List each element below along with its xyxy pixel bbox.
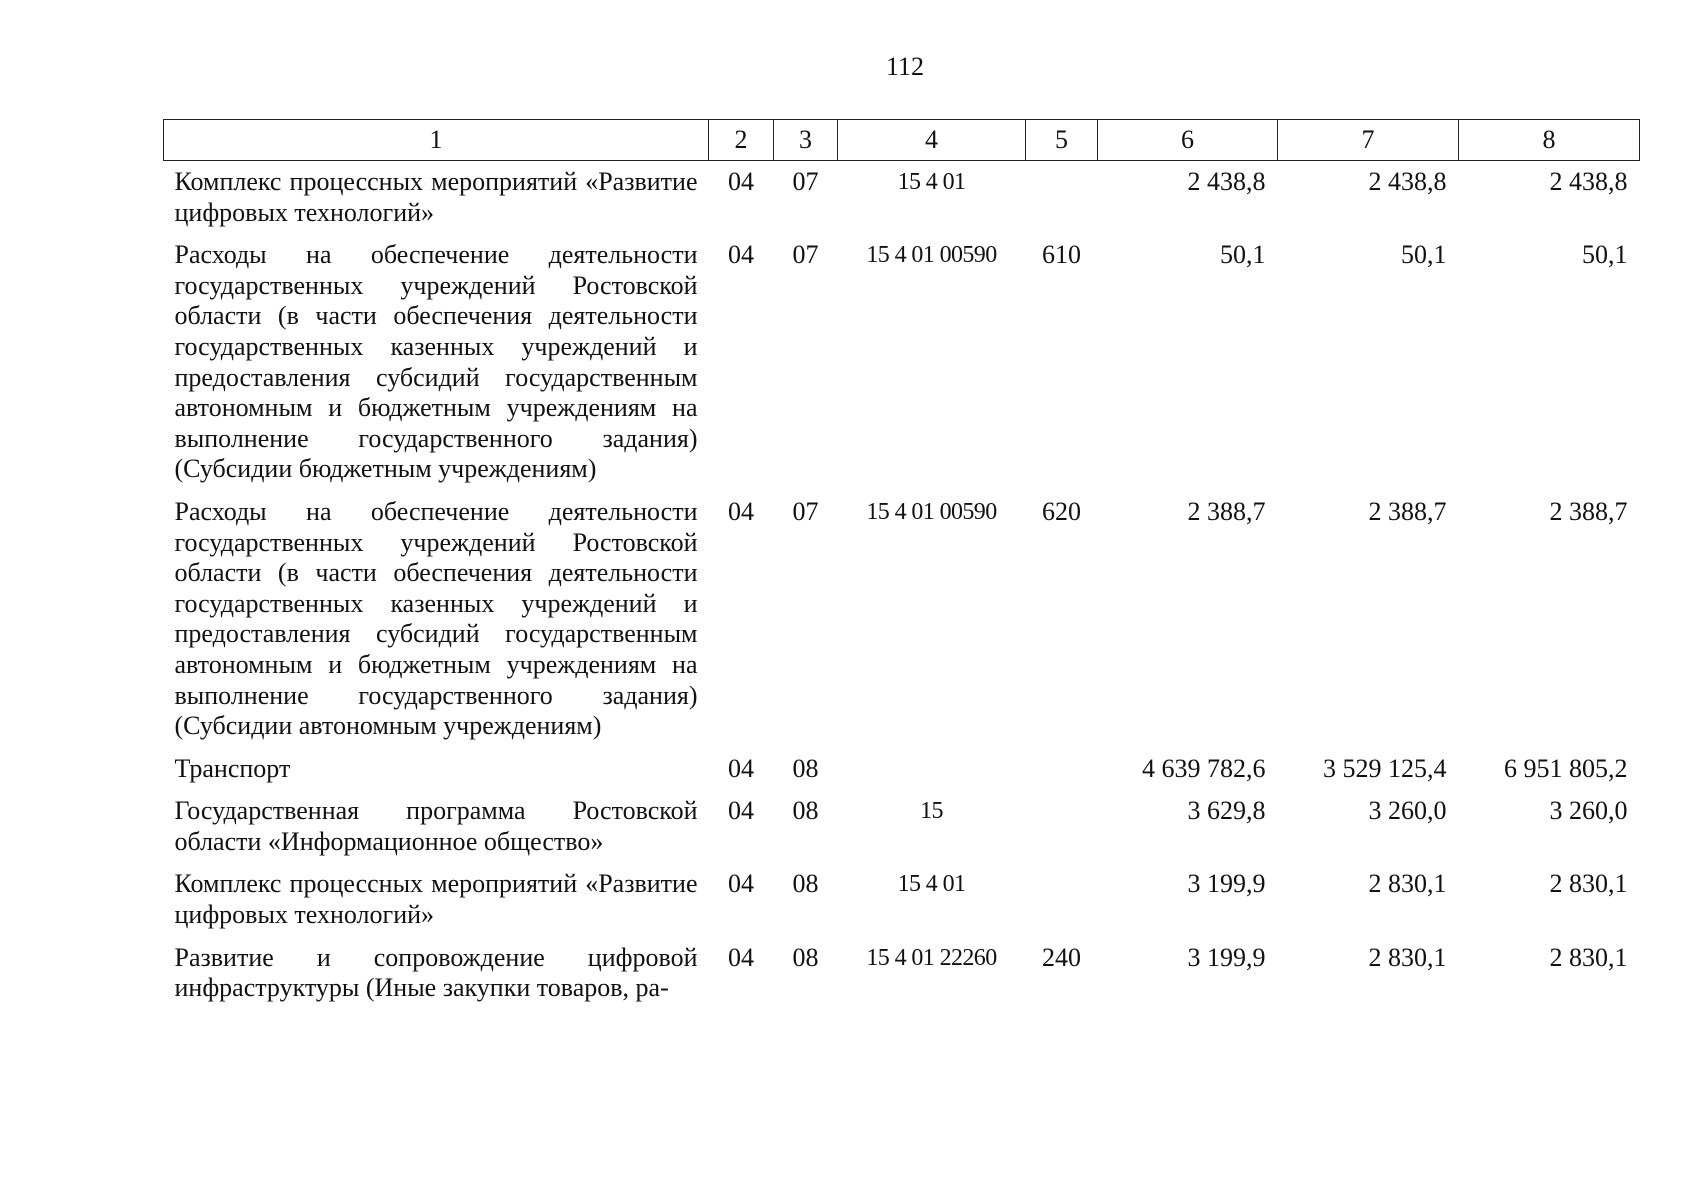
row-subsection: 08 bbox=[792, 796, 819, 826]
row-value-year3: 3 260,0 bbox=[1549, 796, 1628, 826]
row-section: 04 bbox=[728, 869, 754, 899]
row-name: Транспорт bbox=[174, 753, 291, 783]
row-expense-type: 610 bbox=[1042, 240, 1081, 270]
row-name: Расходы на обеспечение деятельности государственных учреждений Ростовской области (в части обеспечения деятельности государственных казенных учреждений и предоставления субсидий государственным автономным и бюджетным учреждениям на выполнение государственного задания) (Субсидии бюджетным учреждениям) bbox=[174, 240, 698, 484]
row-section: 04 bbox=[728, 496, 754, 526]
row-target-article: 15 4 01 22260 bbox=[866, 944, 997, 971]
header-col-3: 3 bbox=[774, 120, 838, 161]
table-row bbox=[164, 857, 1640, 930]
row-subsection: 08 bbox=[792, 753, 819, 783]
row-name: Государственная программа Ростовской области «Информационное общество» bbox=[174, 796, 698, 856]
row-value-year1: 3 199,9 bbox=[1187, 942, 1266, 972]
header-col-6: 6 bbox=[1098, 120, 1278, 161]
table-row bbox=[164, 742, 1640, 785]
row-name: Расходы на обеспечение деятельности государственных учреждений Ростовской области (в части обеспечения деятельности государственных казенных учреждений и предоставления субсидий государственным автономным и бюджетным учреждениям на выполнение государственного задания) (Субсидии автономным учреждениям) bbox=[174, 496, 698, 741]
table-header bbox=[164, 120, 1640, 161]
row-expense-type bbox=[1026, 742, 1098, 785]
row-expense-type bbox=[1026, 784, 1098, 857]
row-target-article: 15 bbox=[920, 798, 943, 825]
row-name: Комплекс процессных мероприятий «Развитие цифровых технологий» bbox=[174, 869, 698, 930]
row-target-article: 15 4 01 00590 bbox=[866, 498, 997, 525]
row-value-year2: 2 438,8 bbox=[1368, 167, 1447, 196]
row-section: 04 bbox=[728, 942, 754, 972]
table-row bbox=[164, 485, 1640, 742]
row-value-year3: 6 951 805,2 bbox=[1504, 753, 1628, 783]
table-row bbox=[164, 931, 1640, 1004]
row-section: 04 bbox=[728, 796, 754, 826]
header-col-1: 1 bbox=[164, 120, 709, 161]
header-row bbox=[164, 120, 1640, 161]
row-target-article bbox=[838, 742, 1026, 785]
header-col-2: 2 bbox=[709, 120, 774, 161]
row-section: 04 bbox=[728, 240, 754, 270]
table-body bbox=[164, 161, 1640, 1004]
row-name: Развитие и сопровождение цифровой инфраструктуры (Иные закупки товаров, ра- bbox=[174, 942, 698, 1003]
row-subsection: 07 bbox=[792, 240, 819, 270]
page-number: 112 bbox=[885, 52, 925, 81]
row-value-year2: 50,1 bbox=[1401, 240, 1447, 270]
row-expense-type: 620 bbox=[1042, 496, 1081, 526]
table-row bbox=[164, 784, 1640, 857]
row-section: 04 bbox=[728, 753, 754, 783]
row-value-year2: 3 260,0 bbox=[1368, 796, 1447, 826]
header-col-4: 4 bbox=[838, 120, 1026, 161]
row-value-year3: 50,1 bbox=[1582, 240, 1628, 270]
header-col-5: 5 bbox=[1026, 120, 1098, 161]
row-value-year2: 2 830,1 bbox=[1368, 869, 1447, 899]
row-value-year3: 2 438,8 bbox=[1549, 167, 1628, 196]
row-value-year3: 2 830,1 bbox=[1549, 942, 1628, 972]
row-value-year2: 3 529 125,4 bbox=[1323, 753, 1447, 783]
row-section: 04 bbox=[728, 167, 754, 196]
row-value-year1: 2 388,7 bbox=[1187, 496, 1266, 526]
row-target-article: 15 4 01 bbox=[897, 871, 966, 898]
row-subsection: 08 bbox=[792, 942, 819, 972]
header-col-7: 7 bbox=[1278, 120, 1459, 161]
row-expense-type: 240 bbox=[1042, 942, 1081, 972]
row-value-year1: 3 629,8 bbox=[1187, 796, 1266, 826]
row-value-year1: 2 438,8 bbox=[1187, 167, 1266, 196]
row-value-year1: 4 639 782,6 bbox=[1142, 753, 1266, 783]
row-value-year1: 50,1 bbox=[1220, 240, 1266, 270]
row-value-year2: 2 830,1 bbox=[1368, 942, 1447, 972]
row-name: Комплекс процессных мероприятий «Развитие цифровых технологий» bbox=[174, 167, 698, 227]
table-row bbox=[164, 228, 1640, 485]
row-subsection: 07 bbox=[792, 496, 819, 526]
row-value-year3: 2 830,1 bbox=[1549, 869, 1628, 899]
row-expense-type bbox=[1026, 161, 1098, 229]
budget-table bbox=[163, 119, 1640, 1004]
row-expense-type bbox=[1026, 857, 1098, 930]
row-value-year1: 3 199,9 bbox=[1187, 869, 1266, 899]
table-row bbox=[164, 161, 1640, 229]
row-target-article: 15 4 01 bbox=[897, 169, 966, 195]
row-subsection: 08 bbox=[792, 869, 819, 899]
row-value-year3: 2 388,7 bbox=[1549, 496, 1628, 526]
row-target-article: 15 4 01 00590 bbox=[866, 242, 997, 269]
header-col-8: 8 bbox=[1459, 120, 1640, 161]
row-value-year2: 2 388,7 bbox=[1368, 496, 1447, 526]
row-subsection: 07 bbox=[792, 167, 819, 196]
